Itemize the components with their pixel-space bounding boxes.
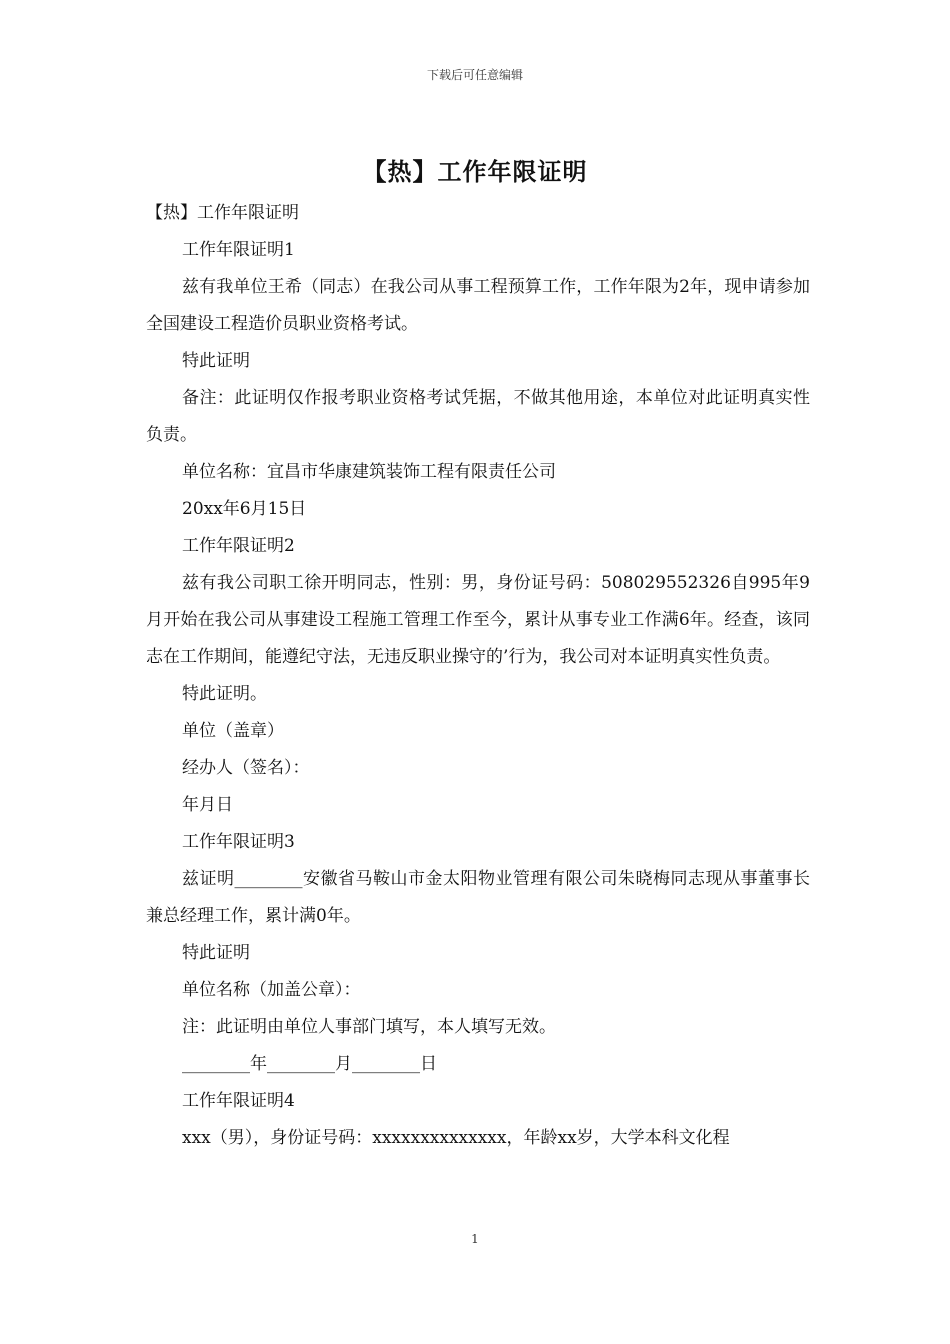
paragraph: 年月日 bbox=[182, 795, 233, 815]
paragraph: xxx（男），身份证号码：xxxxxxxxxxxxxx，年龄xx岁，大学本科文化程 bbox=[182, 1128, 730, 1148]
paragraph: 特此证明 bbox=[182, 943, 250, 963]
paragraph: 特此证明。 bbox=[182, 684, 267, 704]
paragraph: 单位名称：宜昌市华康建筑装饰工程有限责任公司 bbox=[182, 462, 556, 482]
paragraph: 注：此证明由单位人事部门填写，本人填写无效。 bbox=[182, 1017, 556, 1037]
paragraph: 兹有我公司职工徐开明同志，性别：男，身份证号码：508029552326自995年9月开始在我公司从事建设工程施工管理工作至今，累计从事专业工作满6年。经查，该同志在工作期间，能遵纪守法，无违反职业操守的’行为，我公司对本证明真实性负责。 bbox=[146, 573, 810, 667]
paragraph: ________年________月________日 bbox=[182, 1054, 437, 1074]
paragraph: 单位名称（加盖公章）： bbox=[182, 980, 361, 1000]
paragraph: 备注：此证明仅作报考职业资格考试凭据，不做其他用途，本单位对此证明真实性负责。 bbox=[146, 388, 810, 445]
paragraph: 20xx年6月15日 bbox=[182, 499, 307, 519]
paragraph: 工作年限证明1 bbox=[182, 240, 295, 260]
document-body bbox=[146, 195, 810, 1157]
paragraph: 特此证明 bbox=[182, 351, 250, 371]
paragraph: 工作年限证明4 bbox=[182, 1091, 295, 1111]
paragraph: 兹有我单位王希（同志）在我公司从事工程预算工作，工作年限为2年，现申请参加全国建设工程造价员职业资格考试。 bbox=[146, 277, 810, 334]
header-note: 下载后可任意编辑 bbox=[426, 68, 523, 82]
document-title: 【热】工作年限证明 bbox=[362, 157, 588, 186]
paragraph: 工作年限证明3 bbox=[182, 832, 295, 852]
paragraph: 经办人（签名）： bbox=[182, 758, 310, 778]
page-number: 1 bbox=[471, 1232, 479, 1246]
paragraph: 兹证明________安徽省马鞍山市金太阳物业管理有限公司朱晓梅同志现从事董事长兼总经理工作，累计满0年。 bbox=[146, 869, 810, 926]
paragraph: 【热】工作年限证明 bbox=[146, 203, 299, 223]
paragraph: 单位（盖章） bbox=[182, 721, 284, 741]
paragraph: 工作年限证明2 bbox=[182, 536, 295, 556]
